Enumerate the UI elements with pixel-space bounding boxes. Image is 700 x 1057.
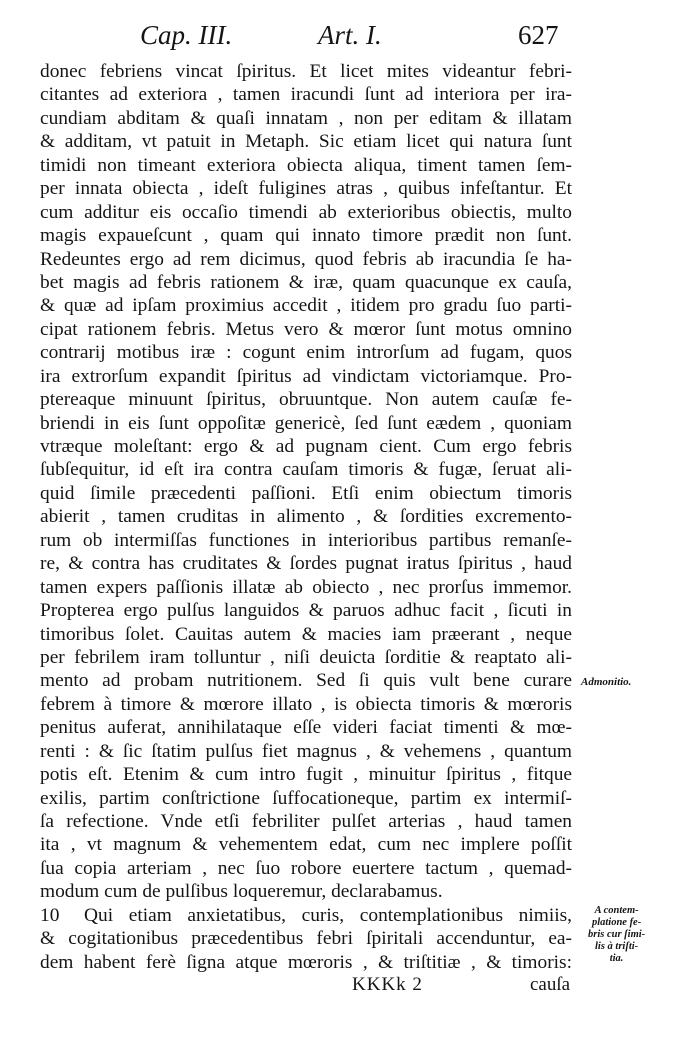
margin-note-line: lis à triſti- [595, 941, 639, 952]
margin-note-contemplatione [588, 905, 645, 965]
text-line: re, & contra has cruditates & ſordes pugnat iratus ſpiritus , haud [40, 553, 572, 575]
margin-note-line: A contem- [594, 905, 639, 916]
text-line: penitus auferat, annihilataque eſſe videri faciat timenti & mœ- [40, 717, 572, 739]
running-header [140, 18, 580, 52]
text-line: ſa refectione. Vnde etſi febriliter pulſet arterias , haud tamen [40, 811, 572, 832]
text-line: contrarij motibus iræ : cogunt enim introrſum ad fugam, quos [40, 342, 572, 364]
text-line: & quæ ad ipſam proximius accedit , itidem pro gradu ſuo parti- [40, 295, 572, 317]
text-line: timoribus ſolet. Cauitas autem & macies iam præerant , neque [40, 623, 572, 645]
text-line: quid ſimile præcedenti paſſioni. Etſi enim obiectum timoris [40, 482, 572, 504]
margin-note-line: platione fe- [591, 917, 642, 928]
margin-note-admonitio: Admonitio. [581, 676, 632, 688]
margin-note-line: bris cur ſimi- [588, 929, 646, 940]
text-line: cum additur eis occaſio timendi ab exterioribus obiectis, multo [40, 201, 572, 223]
text-line: modum cum de pulſibus loqueremur, declarabamus. [40, 881, 443, 903]
text-line: rum ob intermiſſas functiones in interioribus partibus remanſe- [40, 529, 572, 551]
article-heading: Art. I. [318, 20, 382, 50]
text-line: ptereaque minuunt ſpiritus, obruuntque. Non autem cauſæ fe- [40, 389, 572, 411]
text-line: Redeuntes ergo ad rem dicimus, quod febris ab iracundia ſe ha- [40, 248, 572, 270]
main-text-block [40, 60, 572, 974]
text-line: ira extrorſum expandit ſpiritus ad vindictam victoriamque. Pro- [40, 365, 572, 387]
text-line: tamen expers paſſionis illatæ ab obiecto , nec prorſus immemor. [40, 576, 572, 598]
text-line: bet magis ad febris rationem & iræ, quam quacunque ex cauſa, [40, 271, 572, 293]
text-line: donec febriens vincat ſpiritus. Et licet mites videantur febri- [40, 61, 572, 82]
text-line: ſubſequitur, id eſt ira contra cauſam timoris & fugæ, ſeruat ali- [40, 459, 572, 481]
margin-note-line: tia. [609, 953, 624, 964]
text-line: timidi non timeant exteriora obiecta aliqua, timent tamen ſem- [40, 154, 572, 176]
paragraph-10-line: dem habent ferè ſigna atque mœroris , & triſtitiæ , & timoris: [40, 951, 572, 973]
text-line: per innata obiecta , ideſt fuligines atras , quibus infeſtantur. Et [40, 178, 572, 200]
text-line: exilis, partim conſtrictione ſuffocationeque, partim ex intermiſ- [40, 787, 572, 809]
text-line: cundiam abditam & quaſi innatam , non per editam & illatam [40, 107, 572, 129]
paragraph-10-line: & cogitationibus præcedentibus febri ſpiritali accenduntur, ea- [40, 928, 572, 950]
text-line: briendi in eis ſunt oppoſitæ genericè, ſed ſunt eædem , quoniam [40, 412, 572, 434]
text-line: cipat rationem febris. Metus vero & mœror ſunt motus omnino [40, 318, 572, 340]
text-line: magis expaueſcunt , quam qui innato timore prædit non ſunt. [40, 225, 572, 247]
text-line: renti : & ſic ſtatim pulſus fiet magnus , & vehemens , quantum [40, 740, 572, 762]
text-line: Propterea ergo pulſus languidos & paruos adhuc facit , ſicuti in [40, 600, 572, 622]
signature-mark: KKKk 2 [352, 974, 423, 995]
text-line: febrem à timore & mœrore illato , is obiecta timoris & mœroris [40, 693, 572, 715]
text-line: & additam, vt patuit in Metaph. Sic etiam licet qui natura ſunt [40, 131, 572, 153]
text-line: mento ad probam nutritionem. Sed ſi quis vult bene curare [40, 670, 572, 692]
text-line: abierit , tamen cruditas in alimento , & ſordities excremento- [40, 506, 572, 528]
paragraph-number: 10 [40, 904, 60, 926]
paragraph-10-line [40, 904, 572, 927]
paragraph-10-text: Qui etiam anxietatibus, curis, contemplationibus nimiis, [84, 904, 572, 926]
text-line: citantes ad exteriora , tamen iracundi ſunt ad interiora per ira- [40, 84, 572, 106]
catchword: cauſa [530, 974, 571, 995]
text-line: per febrilem iram tolluntur , niſi deuicta ſorditie & reaptato ali- [40, 646, 572, 668]
text-line: potis eſt. Etenim & cum intro fugit , minuitur ſpiritus , fitque [40, 764, 572, 786]
chapter-heading: Cap. III. [140, 20, 233, 50]
page-number: 627 [518, 20, 559, 50]
text-line: ſua copia arteriam , nec ſuo robore euertere tactum , quemad- [40, 857, 572, 879]
text-line: vtræque moleſtant: ergo & ad pugnam cient. Cum ergo febris [40, 436, 572, 457]
text-line: ita , vt magnum & vehementem edat, cum nec implere poſſit [40, 834, 572, 856]
